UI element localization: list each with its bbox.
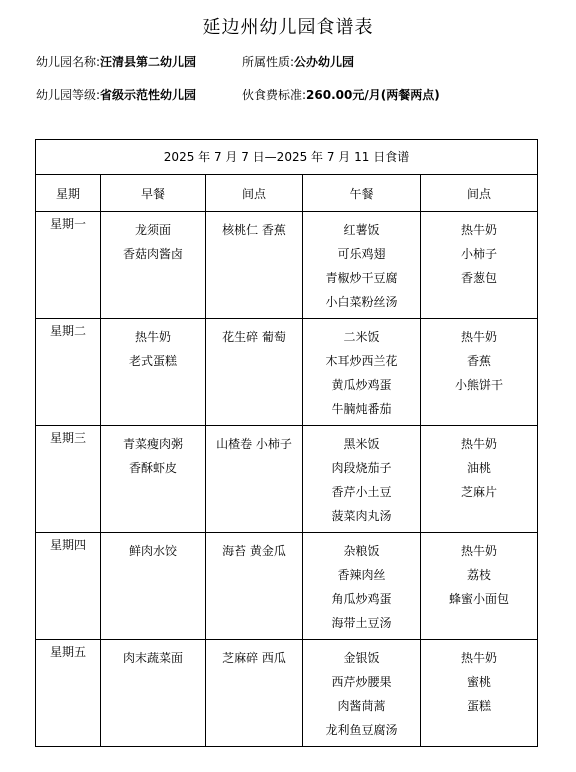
menu-item: 西芹炒腰果 (331, 675, 392, 689)
snack-1-cell (206, 319, 303, 426)
menu-item: 老式蛋糕 (128, 354, 177, 368)
menu-item: 芝麻碎 西瓜 (222, 651, 286, 665)
menu-item: 热牛奶 (460, 544, 497, 558)
kindergarten-name-label: 幼儿园名称: (36, 55, 101, 69)
menu-item: 荔枝 (466, 568, 491, 582)
lunch-cell (303, 533, 421, 640)
menu-item: 二米饭 (343, 330, 380, 344)
menu-item: 热牛奶 (460, 437, 497, 451)
menu-item: 热牛奶 (460, 651, 497, 665)
menu-item: 热牛奶 (460, 330, 497, 344)
menu-item: 海带土豆汤 (331, 616, 392, 630)
menu-item: 香芹小土豆 (331, 485, 392, 499)
info-row-2 (36, 86, 440, 104)
snack-2-cell (421, 640, 538, 747)
breakfast-cell (101, 533, 206, 640)
menu-item: 小白菜粉丝汤 (325, 295, 398, 309)
fee-value: 260.00元/月(两餐两点) (306, 88, 440, 102)
info-row-1 (36, 53, 355, 71)
menu-item: 青菜瘦肉粥 (122, 437, 183, 451)
menu-item: 油桃 (466, 461, 491, 475)
menu-item: 肉末蔬菜面 (122, 651, 183, 665)
menu-item: 角瓜炒鸡蛋 (331, 592, 392, 606)
menu-item: 肉段烧茄子 (331, 461, 392, 475)
lunch-cell (303, 426, 421, 533)
menu-item: 牛腩炖番茄 (331, 402, 392, 416)
table-row (36, 640, 538, 747)
menu-table (35, 139, 538, 747)
nature-label: 所属性质: (242, 55, 295, 69)
menu-item: 小柿子 (460, 247, 497, 261)
menu-item: 肉酱茼蒿 (337, 699, 386, 713)
menu-item: 海苔 黄金瓜 (222, 544, 286, 558)
menu-item: 可乐鸡翅 (337, 247, 386, 261)
menu-item: 香辣肉丝 (337, 568, 386, 582)
snack-1-cell (206, 640, 303, 747)
menu-item: 芝麻片 (460, 485, 497, 499)
header-cell-lunch: 午餐 (303, 175, 421, 212)
header-cell-breakfast: 早餐 (101, 175, 206, 212)
breakfast-cell (101, 640, 206, 747)
breakfast-cell (101, 212, 206, 319)
menu-item: 蛋糕 (466, 699, 491, 713)
snack-2-cell (421, 212, 538, 319)
menu-item: 花生碎 葡萄 (222, 330, 286, 344)
menu-item: 蜂蜜小面包 (448, 592, 509, 606)
menu-item: 山楂卷 小柿子 (216, 437, 292, 451)
day-cell: 星期四 (36, 533, 101, 640)
snack-2-cell (421, 426, 538, 533)
lunch-cell (303, 319, 421, 426)
level-label: 幼儿园等级: (36, 88, 101, 102)
day-cell: 星期三 (36, 426, 101, 533)
menu-item: 香蕉 (466, 354, 491, 368)
snack-1-cell (206, 426, 303, 533)
menu-item: 金银饭 (343, 651, 380, 665)
snack-1-cell (206, 212, 303, 319)
menu-item: 红薯饭 (343, 223, 380, 237)
page-title: 延边州幼儿园食谱表 (202, 17, 374, 38)
menu-item: 青椒炒干豆腐 (325, 271, 398, 285)
menu-item: 木耳炒西兰花 (325, 354, 398, 368)
header-cell-snack-2: 间点 (421, 175, 538, 212)
breakfast-cell (101, 426, 206, 533)
menu-item: 香葱包 (460, 271, 497, 285)
table-row (36, 212, 538, 319)
lunch-cell (303, 212, 421, 319)
menu-item: 龙利鱼豆腐汤 (325, 723, 398, 737)
lunch-cell (303, 640, 421, 747)
menu-item: 菠菜肉丸汤 (331, 509, 392, 523)
day-cell: 星期一 (36, 212, 101, 319)
menu-item: 杂粮饭 (343, 544, 380, 558)
header-cell-snack-1: 间点 (206, 175, 303, 212)
level-value: 省级示范性幼儿园 (100, 88, 197, 102)
menu-item: 热牛奶 (460, 223, 497, 237)
menu-item: 香菇肉酱卤 (122, 247, 183, 261)
kindergarten-name-value: 汪清县第二幼儿园 (100, 55, 197, 69)
header-row (36, 175, 538, 212)
day-cell: 星期二 (36, 319, 101, 426)
table-row (36, 426, 538, 533)
menu-item: 黄瓜炒鸡蛋 (331, 378, 392, 392)
breakfast-cell (101, 319, 206, 426)
menu-item: 蜜桃 (466, 675, 491, 689)
table-caption: 2025 年 7 月 7 日—2025 年 7 月 11 日食谱 (36, 140, 538, 175)
table-row (36, 533, 538, 640)
menu-item: 热牛奶 (134, 330, 171, 344)
header-cell-day: 星期 (36, 175, 101, 212)
snack-1-cell (206, 533, 303, 640)
menu-item: 龙须面 (134, 223, 171, 237)
menu-item: 香酥虾皮 (128, 461, 177, 475)
snack-2-cell (421, 319, 538, 426)
menu-item: 核桃仁 香蕉 (222, 223, 286, 237)
fee-label: 伙食费标准: (242, 88, 307, 102)
day-cell: 星期五 (36, 640, 101, 747)
menu-item: 黑米饭 (343, 437, 380, 451)
snack-2-cell (421, 533, 538, 640)
menu-item: 鲜肉水饺 (128, 544, 177, 558)
nature-value: 公办幼儿园 (294, 55, 355, 69)
menu-item: 小熊饼干 (454, 378, 503, 392)
table-row (36, 319, 538, 426)
